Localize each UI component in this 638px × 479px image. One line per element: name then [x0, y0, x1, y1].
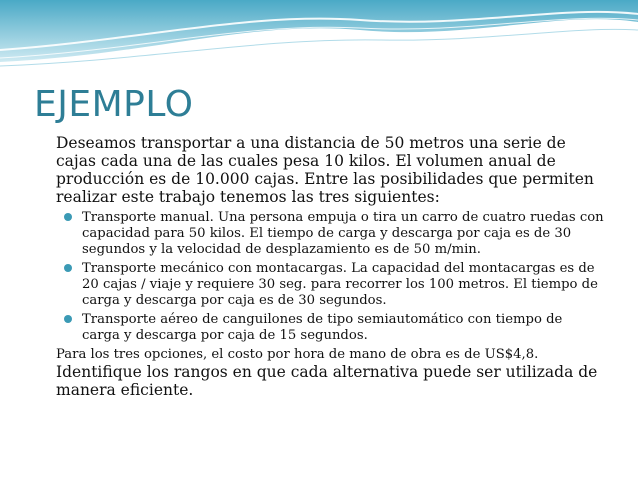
bullet-icon — [64, 315, 72, 323]
intro-paragraph: Deseamos transportar a una distancia de 50 metros una serie de cajas cada una de las cuales pesa 10 kilos. El volumen anual de producción es de 10.000 cajas. Entre las posibilidades que permiten realizar este trabajo tenemos las tres siguientes: — [56, 134, 594, 206]
option-text: Transporte mecánico con montacargas. La capacidad del montacargas es de 20 cajas / viaje y requiere 30 seg. para recorrer los 100 metros. El tiempo de carga y descarga por caja es de 30 segundos. — [82, 261, 598, 308]
list-item — [56, 261, 604, 309]
wave-header-decoration — [0, 0, 638, 80]
list-item — [56, 312, 604, 344]
bullet-icon — [64, 264, 72, 272]
slide-title: EJEMPLO — [34, 84, 194, 125]
slide-body — [56, 134, 604, 399]
bullet-icon — [64, 213, 72, 221]
list-item — [56, 210, 604, 258]
option-text: Transporte manual. Una persona empuja o tira un carro de cuatro ruedas con capacidad para 50 kilos. El tiempo de carga y descarga por caja es de 30 segundos y la velocidad de desplazamiento es de 50 m/min. — [82, 210, 604, 257]
option-text: Transporte aéreo de canguilones de tipo semiautomático con tiempo de carga y descarga por caja de 15 segundos. — [82, 312, 563, 343]
cost-note: Para los tres opciones, el costo por hora de mano de obra es de US$4,8. — [56, 347, 539, 362]
question-paragraph: Identifique los rangos en que cada alternativa puede ser utilizada de manera eficiente. — [56, 363, 598, 399]
options-list — [56, 210, 604, 344]
